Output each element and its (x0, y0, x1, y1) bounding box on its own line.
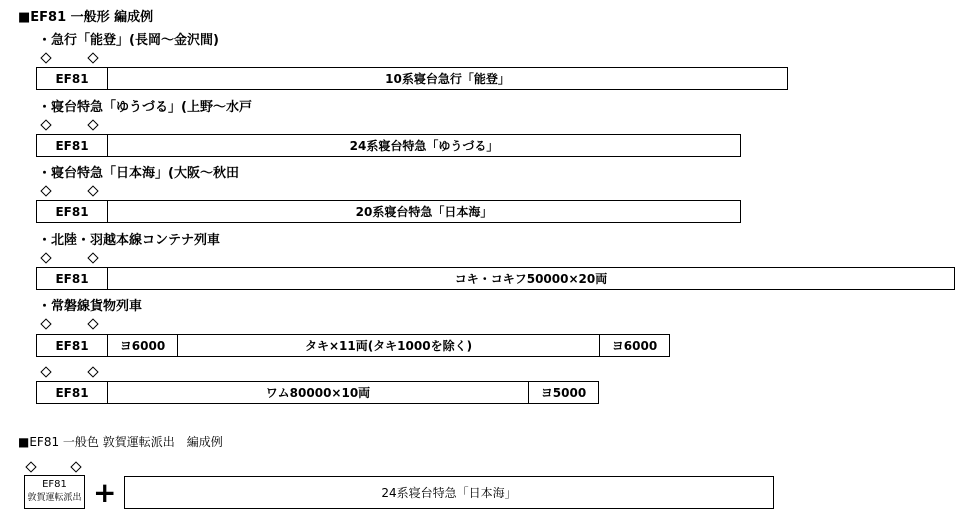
train-formation-tsuruga (124, 476, 774, 509)
train-formation-wamu (36, 381, 599, 404)
locomotive-box (24, 475, 85, 509)
train-formation-container (36, 267, 955, 290)
locomotive-cell: EF81 (55, 138, 89, 153)
car-cell: ヨ6000 (599, 335, 669, 356)
train-formation-yuzuru (36, 134, 741, 157)
section-title: ■EF81 一般色 敦賀運転派出 編成例 (18, 435, 223, 449)
car-cell: 24系寝台特急「日本海」 (381, 486, 517, 500)
pantograph-icon (40, 366, 51, 377)
pantograph-icon (40, 52, 51, 63)
pantograph-icon (87, 366, 98, 377)
group-label-noto: ・急行「能登」(長岡～金沢間) (38, 33, 219, 48)
group-label-container: ・北陸・羽越本線コンテナ列車 (38, 233, 221, 248)
car-cell: タキ×11両(タキ1000を除く) (177, 335, 599, 356)
locomotive-cell: EF81 (55, 71, 89, 86)
car-cell: ワム80000×10両 (107, 382, 528, 403)
locomotive-name: EF81 (42, 479, 67, 490)
section-title: ■EF81 一般形 編成例 (18, 10, 154, 25)
car-cell: 20系寝台特急「日本海」 (107, 201, 740, 222)
pantograph-icon (25, 461, 36, 472)
pantograph-icon (40, 185, 51, 196)
car-cell: 10系寝台急行「能登」 (107, 68, 787, 89)
train-formation-noto (36, 67, 788, 90)
pantograph-icon (87, 185, 98, 196)
pantograph-icon (87, 318, 98, 329)
locomotive-cell: EF81 (55, 271, 89, 286)
pantograph-icon (70, 461, 81, 472)
car-cell: ヨ5000 (528, 382, 598, 403)
pantograph-icon (87, 252, 98, 263)
car-cell: 24系寝台特急「ゆうづる」 (107, 135, 740, 156)
train-formation-joban (36, 334, 670, 357)
group-label-nihonkai: ・寝台特急「日本海」(大阪～秋田 (38, 166, 239, 181)
group-label-yuzuru: ・寝台特急「ゆうづる」(上野～水戸 (38, 100, 252, 115)
pantograph-icon (87, 119, 98, 130)
locomotive-cell: EF81 (55, 338, 89, 353)
car-cell: コキ・コキフ50000×20両 (107, 268, 954, 289)
car-cell: ヨ6000 (107, 335, 177, 356)
locomotive-cell: EF81 (55, 385, 89, 400)
depot-name: 敦賀運転派出 (27, 493, 82, 503)
group-label-joban: ・常磐線貨物列車 (38, 299, 143, 314)
plus-icon: + (93, 476, 117, 509)
pantograph-icon (40, 252, 51, 263)
pantograph-icon (40, 318, 51, 329)
train-formation-nihonkai (36, 200, 741, 223)
locomotive-cell: EF81 (55, 204, 89, 219)
pantograph-icon (87, 52, 98, 63)
pantograph-icon (40, 119, 51, 130)
